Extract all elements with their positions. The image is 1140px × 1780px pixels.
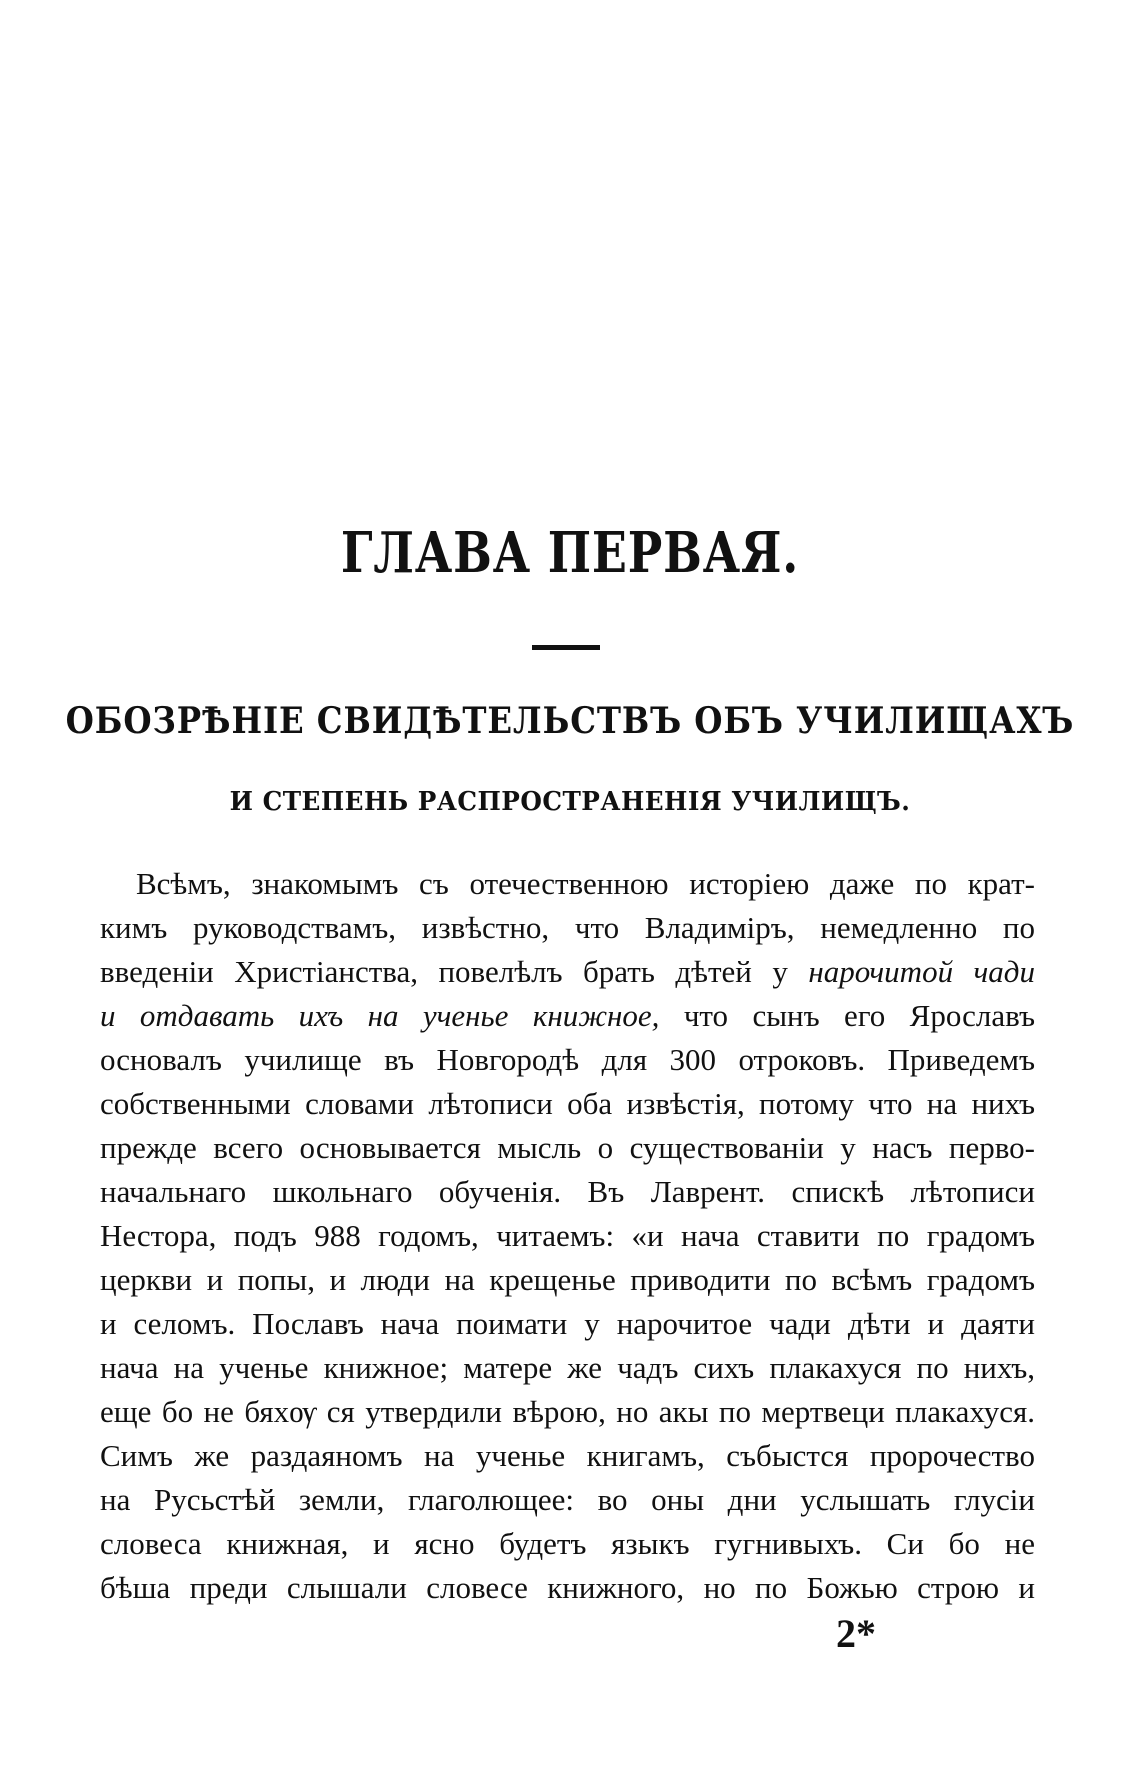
body-line: [100, 994, 1035, 1038]
body-line: церкви и попы, и люди на крещенье приводити по всѣмъ градомъ: [100, 1262, 1035, 1297]
body-line: Всѣмъ, знакомымъ съ отечественною исторіею даже по крат-: [136, 866, 1035, 901]
body-line: прежде всего основывается мысль о существованіи у насъ перво-: [100, 1130, 1035, 1165]
body-line: собственными словами лѣтописи оба извѣстія, потому что на нихъ: [100, 1086, 1035, 1121]
title-divider: [532, 645, 600, 650]
body-text: [100, 862, 1035, 1610]
body-line: словеса книжная, и ясно будетъ языкъ гугнивыхъ. Си бо не: [100, 1526, 1035, 1561]
body-line: бѣша преди слышали словесе книжного, но по Божью строю и: [100, 1570, 1035, 1605]
body-line: основалъ училище въ Новгородѣ для 300 отроковъ. Приведемъ: [100, 1042, 1035, 1077]
body-line-text: что сынъ его Ярославъ: [659, 998, 1035, 1033]
page-number: 2*: [836, 1611, 876, 1656]
body-line-italic: и отдавать ихъ на ученье книжное,: [100, 998, 660, 1033]
section-subheading: И СТЕПЕНЬ РАСПРОСТРАНЕНІЯ УЧИЛИЩЪ.: [229, 787, 911, 817]
section-heading: ОБОЗРѢНІЕ СВИДѢТЕЛЬСТВЪ ОБЪ УЧИЛИЩАХЪ: [65, 700, 1075, 742]
body-line: и селомъ. Пославъ нача поимати у нарочитое чади дѣти и даяти: [100, 1306, 1035, 1341]
body-line: Нестора, подъ 988 годомъ, читаемъ: «и нача ставити по градомъ: [100, 1218, 1035, 1253]
body-line: нача на ученье книжное; матере же чадъ сихъ плакахуся по нихъ,: [100, 1350, 1035, 1385]
chapter-title: ГЛАВА ПЕРВАЯ.: [340, 520, 800, 586]
body-line: начальнаго школьнаго обученія. Въ Лаврент. спискѣ лѣтописи: [100, 1174, 1035, 1209]
body-line: кимъ руководствамъ, извѣстно, что Владиміръ, немедленно по: [100, 910, 1035, 945]
body-line: еще бо не бяхѹ ся утвердили вѣрою, но акы по мертвеци плакахуся.: [100, 1394, 1035, 1429]
body-line-text: введеніи Христіанства, повелѣлъ брать дѣтей у: [100, 954, 788, 989]
body-line: на Русьстѣй земли, глаголющее: во оны дни услышать глусіи: [100, 1482, 1035, 1517]
body-line: Симъ же раздаяномъ на ученье книгамъ, събыстся пророчество: [100, 1438, 1035, 1473]
body-line-italic: нарочитой чади: [808, 954, 1035, 989]
body-line: [100, 950, 1035, 994]
